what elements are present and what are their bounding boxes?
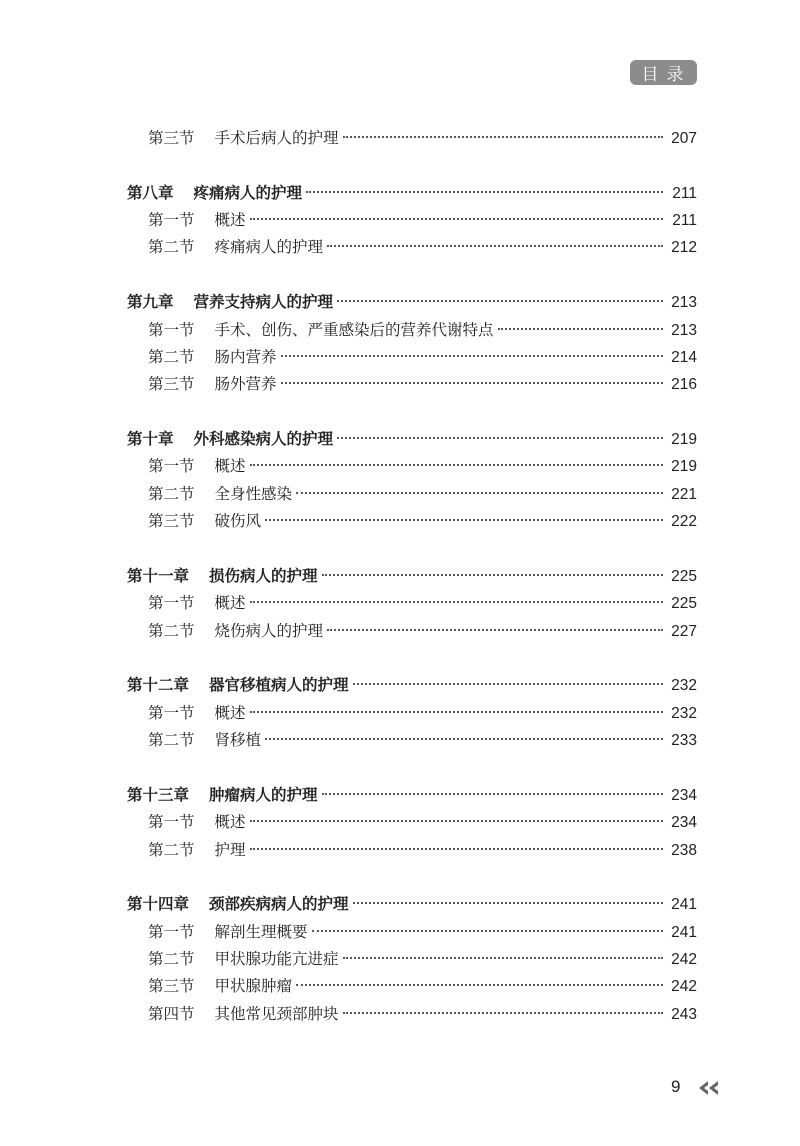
dot-leader: [296, 492, 663, 494]
entry-number: 第四节: [148, 1004, 195, 1023]
entry-number: 第二节: [148, 731, 195, 750]
page-number: 9: [671, 1077, 681, 1096]
entry-page-number: 225: [671, 567, 697, 585]
dot-leader: [327, 629, 663, 631]
dot-leader: [327, 245, 663, 247]
double-chevron-left-icon: [698, 1080, 720, 1096]
entry-number: 第三节: [148, 375, 195, 394]
toc-section-entry[interactable]: [127, 453, 697, 480]
entry-title: 肠外营养: [214, 375, 277, 394]
entry-number: 第十四章: [127, 895, 190, 914]
table-of-contents: [127, 125, 697, 1028]
entry-title: 肾移植: [214, 731, 262, 750]
entry-number: 第三节: [148, 512, 195, 531]
toc-chapter-entry[interactable]: [127, 672, 697, 699]
entry-title: 疼痛病人的护理: [193, 183, 303, 202]
entry-page-number: 241: [671, 923, 697, 941]
entry-page-number: 238: [671, 841, 697, 859]
entry-number: 第一节: [148, 922, 195, 941]
entry-title: 解剖生理概要: [214, 922, 308, 941]
entry-title: 肠内营养: [214, 347, 277, 366]
entry-number: 第二节: [148, 484, 195, 503]
entry-title: 颈部疾病病人的护理: [209, 895, 349, 914]
toc-chapter-entry[interactable]: [127, 891, 697, 918]
toc-section-entry[interactable]: [127, 371, 697, 398]
entry-title: 营养支持病人的护理: [193, 293, 334, 312]
entry-title: 其他常见颈部肿块: [214, 1004, 339, 1023]
entry-page-number: 219: [671, 431, 697, 449]
entry-number: 第二节: [148, 347, 195, 366]
entry-title: 烧伤病人的护理: [214, 621, 324, 640]
toc-section-entry[interactable]: [127, 973, 697, 1000]
dot-leader: [353, 683, 663, 685]
dot-leader: [281, 382, 663, 384]
dot-leader: [296, 984, 663, 986]
entry-number: 第一节: [148, 211, 195, 230]
entry-page-number: 242: [671, 950, 697, 968]
dot-leader: [322, 793, 663, 795]
entry-title: 肿瘤病人的护理: [209, 785, 318, 804]
dot-leader: [265, 738, 663, 740]
dot-leader: [306, 191, 663, 193]
entry-number: 第一节: [148, 320, 195, 339]
entry-page-number: 221: [671, 485, 697, 503]
entry-page-number: 232: [671, 704, 697, 722]
toc-section-entry[interactable]: [127, 700, 697, 727]
dot-leader: [250, 218, 663, 220]
dot-leader: [353, 902, 663, 904]
toc-section-entry[interactable]: [127, 207, 697, 234]
entry-title: 概述: [214, 457, 246, 476]
entry-number: 第二节: [148, 238, 195, 257]
entry-page-number: 227: [671, 622, 697, 640]
dot-leader: [250, 820, 663, 822]
entry-title: 手术后病人的护理: [214, 129, 339, 147]
entry-page-number: 214: [671, 348, 697, 366]
entry-title: 概述: [214, 813, 246, 832]
entry-page-number: 234: [671, 786, 697, 804]
dot-leader: [250, 601, 663, 603]
entry-title: 概述: [214, 703, 246, 722]
dot-leader: [337, 437, 663, 439]
entry-number: 第十章: [127, 430, 174, 449]
toc-chapter-entry[interactable]: [127, 782, 697, 809]
entry-title: 外科感染病人的护理: [193, 430, 334, 449]
entry-page-number: 211: [672, 184, 697, 202]
entry-number: 第九章: [127, 293, 174, 312]
entry-title: 甲状腺功能亢进症: [214, 949, 339, 968]
badge-label: 目录: [641, 65, 692, 85]
entry-title: 概述: [214, 594, 246, 613]
toc-section-entry[interactable]: [127, 481, 697, 508]
entry-page-number: 241: [671, 896, 697, 914]
entry-number: 第三节: [148, 129, 195, 147]
dot-leader: [337, 300, 663, 302]
entry-number: 第一节: [148, 703, 195, 722]
dot-leader: [281, 355, 663, 357]
dot-leader: [312, 930, 663, 932]
entry-page-number: 207: [671, 130, 697, 147]
entry-number: 第三节: [148, 977, 195, 996]
toc-section-entry[interactable]: [127, 809, 697, 836]
dot-leader: [265, 519, 663, 521]
toc-section-entry[interactable]: [127, 234, 697, 261]
dot-leader: [322, 574, 663, 576]
toc-section-entry[interactable]: [127, 508, 697, 535]
entry-page-number: 232: [671, 677, 697, 695]
dot-leader: [250, 711, 663, 713]
entry-page-number: 213: [671, 294, 697, 312]
toc-section-entry[interactable]: [127, 946, 697, 973]
entry-number: 第二节: [148, 621, 195, 640]
entry-page-number: 243: [671, 1005, 697, 1023]
entry-number: 第一节: [148, 813, 195, 832]
entry-title: 手术、创伤、严重感染后的营养代谢特点: [214, 320, 494, 339]
toc-section-entry[interactable]: [127, 344, 697, 371]
dot-leader: [343, 136, 663, 138]
entry-page-number: 212: [671, 239, 697, 257]
entry-title: 器官移植病人的护理: [209, 676, 349, 695]
toc-section-entry[interactable]: [127, 1001, 697, 1028]
dot-leader: [498, 328, 663, 330]
entry-page-number: 233: [671, 732, 697, 750]
entry-number: 第一节: [148, 457, 195, 476]
entry-page-number: 213: [671, 321, 697, 339]
entry-title: 损伤病人的护理: [209, 566, 318, 585]
entry-title: 全身性感染: [214, 484, 293, 503]
entry-page-number: 225: [671, 595, 697, 613]
dot-leader: [250, 464, 663, 466]
dot-leader: [343, 957, 663, 959]
entry-title: 概述: [214, 211, 246, 230]
toc-section-entry[interactable]: [127, 727, 697, 754]
toc-section-entry[interactable]: [127, 317, 697, 344]
toc-section-entry[interactable]: [127, 837, 697, 864]
entry-page-number: 219: [671, 458, 697, 476]
dot-leader: [250, 848, 663, 850]
entry-number: 第二节: [148, 949, 195, 968]
entry-page-number: 211: [672, 212, 697, 230]
entry-title: 疼痛病人的护理: [214, 238, 324, 257]
dot-leader: [343, 1012, 663, 1014]
entry-title: 护理: [214, 840, 246, 859]
entry-number: 第二节: [148, 840, 195, 859]
toc-chapter-entry[interactable]: [127, 563, 697, 590]
entry-page-number: 222: [671, 513, 697, 531]
toc-chapter-entry[interactable]: [127, 180, 697, 207]
toc-section-entry[interactable]: [127, 590, 697, 617]
section-badge: [630, 60, 697, 85]
entry-page-number: 242: [671, 978, 697, 996]
toc-chapter-entry[interactable]: [127, 426, 697, 453]
entry-title: 甲状腺肿瘤: [214, 977, 293, 996]
entry-number: 第一节: [148, 594, 195, 613]
toc-chapter-entry[interactable]: [127, 289, 697, 316]
toc-section-entry[interactable]: [127, 618, 697, 645]
entry-number: 第十一章: [127, 566, 190, 585]
toc-section-entry[interactable]: [127, 125, 697, 152]
entry-page-number: 234: [671, 814, 697, 832]
entry-number: 第十二章: [127, 676, 190, 695]
entry-number: 第八章: [127, 183, 174, 202]
entry-number: 第十三章: [127, 785, 190, 804]
entry-page-number: 216: [671, 376, 697, 394]
toc-section-entry[interactable]: [127, 919, 697, 946]
entry-title: 破伤风: [214, 512, 262, 531]
